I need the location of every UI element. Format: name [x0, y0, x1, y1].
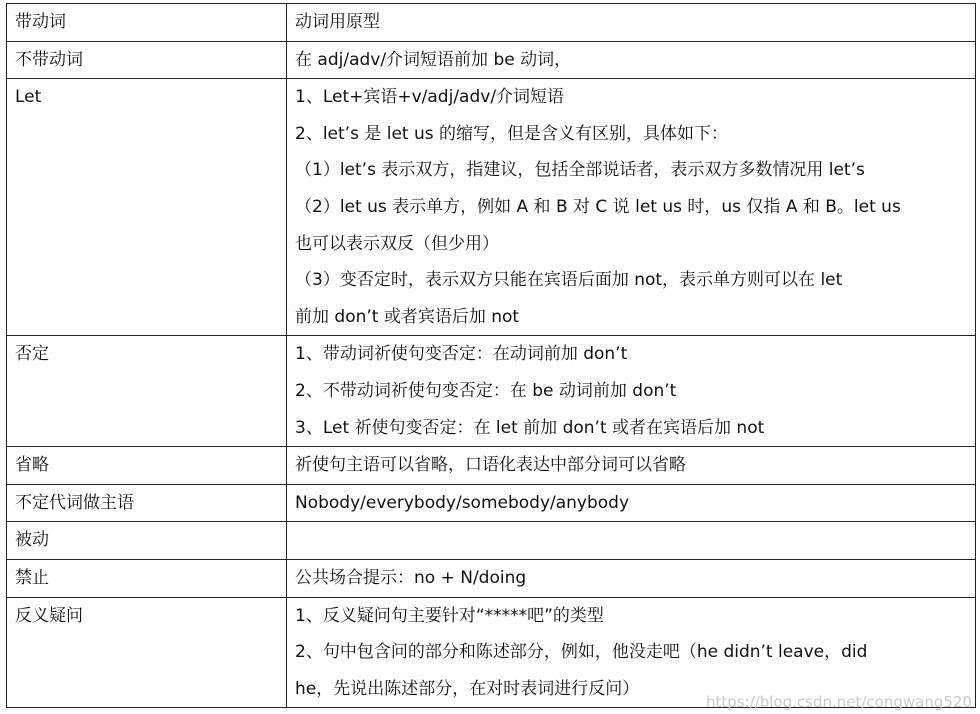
header-row — [7, 4, 976, 42]
table-row — [7, 559, 976, 597]
row-content-cell — [287, 41, 976, 79]
row-label: 不定代词做主语 — [15, 492, 134, 513]
row-content-line: （3）变否定时，表示双方只能在宾语后面加 not，表示单方则可以在 let — [295, 270, 843, 291]
header-right-cell — [287, 4, 976, 42]
row-label-cell — [7, 41, 287, 79]
row-label-cell — [7, 597, 287, 708]
row-content-cell — [287, 447, 976, 485]
row-content-line: he，先说出陈述部分，在对时表词进行反问） — [295, 678, 640, 699]
row-label-cell — [7, 447, 287, 485]
row-label: 否定 — [15, 344, 49, 365]
row-content-line: 1、反义疑问句主要针对“*****吧”的类型 — [295, 605, 604, 626]
header-left-text: 带动词 — [15, 12, 66, 32]
row-content-line: （1）let’s 表示双方，指建议，包括全部说话者，表示双方多数情况用 let’s — [295, 160, 865, 181]
row-content-cell — [287, 336, 976, 447]
row-label-cell — [7, 79, 287, 336]
row-content-line: 3、Let 祈使句变否定：在 let 前加 don’t 或者在宾语后加 not — [295, 417, 765, 438]
row-content-line: 也可以表示双反（但少用） — [295, 233, 499, 254]
row-content-line: 在 adj/adv/介词短语前加 be 动词， — [295, 49, 572, 70]
watermark: https://blog.csdn.net/congwang520 — [705, 693, 972, 711]
table-row — [7, 484, 976, 522]
header-left-cell — [7, 4, 287, 42]
row-label: 反义疑问 — [15, 605, 83, 626]
row-content-line: 2、句中包含问的部分和陈述部分，例如，他没走吧（he didn’t leave，did — [295, 642, 868, 663]
row-content-line: 祈使句主语可以省略，口语化表达中部分词可以省略 — [295, 455, 686, 476]
row-content-line: Nobody/everybody/somebody/anybody — [295, 492, 630, 513]
row-content-cell — [287, 79, 976, 336]
row-label-cell — [7, 559, 287, 597]
row-label: 被动 — [15, 530, 49, 551]
row-content-line: 公共场合提示：no + N/doing — [295, 567, 527, 588]
row-content-line: 前加 don’t 或者宾语后加 not — [295, 306, 520, 327]
row-label: 省略 — [15, 455, 49, 476]
row-label-cell — [7, 336, 287, 447]
table-row — [7, 522, 976, 560]
row-content-cell — [287, 522, 976, 560]
grammar-table-body — [7, 4, 976, 708]
row-label: Let — [15, 87, 42, 108]
table-row — [7, 447, 976, 485]
table-row — [7, 336, 976, 447]
row-label: 不带动词 — [15, 49, 83, 70]
table-row — [7, 41, 976, 79]
header-right-text: 动词用原型 — [295, 12, 380, 32]
row-content-line: 2、let’s 是 let us 的缩写，但是含义有区别，具体如下： — [295, 123, 729, 144]
table-row — [7, 597, 976, 708]
row-label-cell — [7, 522, 287, 560]
row-label-cell — [7, 484, 287, 522]
row-content-line: 1、Let+宾语+v/adj/adv/介词短语 — [295, 87, 565, 108]
row-content-line: （2）let us 表示单方，例如 A 和 B 对 C 说 let us 时，us 仅指 A 和 B。let us — [295, 196, 901, 217]
row-content-cell — [287, 559, 976, 597]
row-label: 禁止 — [15, 567, 49, 588]
row-content-line: 2、不带动词祈使句变否定：在 be 动词前加 don’t — [295, 380, 677, 401]
row-content-cell — [287, 484, 976, 522]
row-content-cell — [287, 597, 976, 708]
row-content-line: 1、带动词祈使句变否定：在动词前加 don’t — [295, 344, 628, 365]
grammar-table — [6, 3, 976, 708]
table-row — [7, 79, 976, 336]
